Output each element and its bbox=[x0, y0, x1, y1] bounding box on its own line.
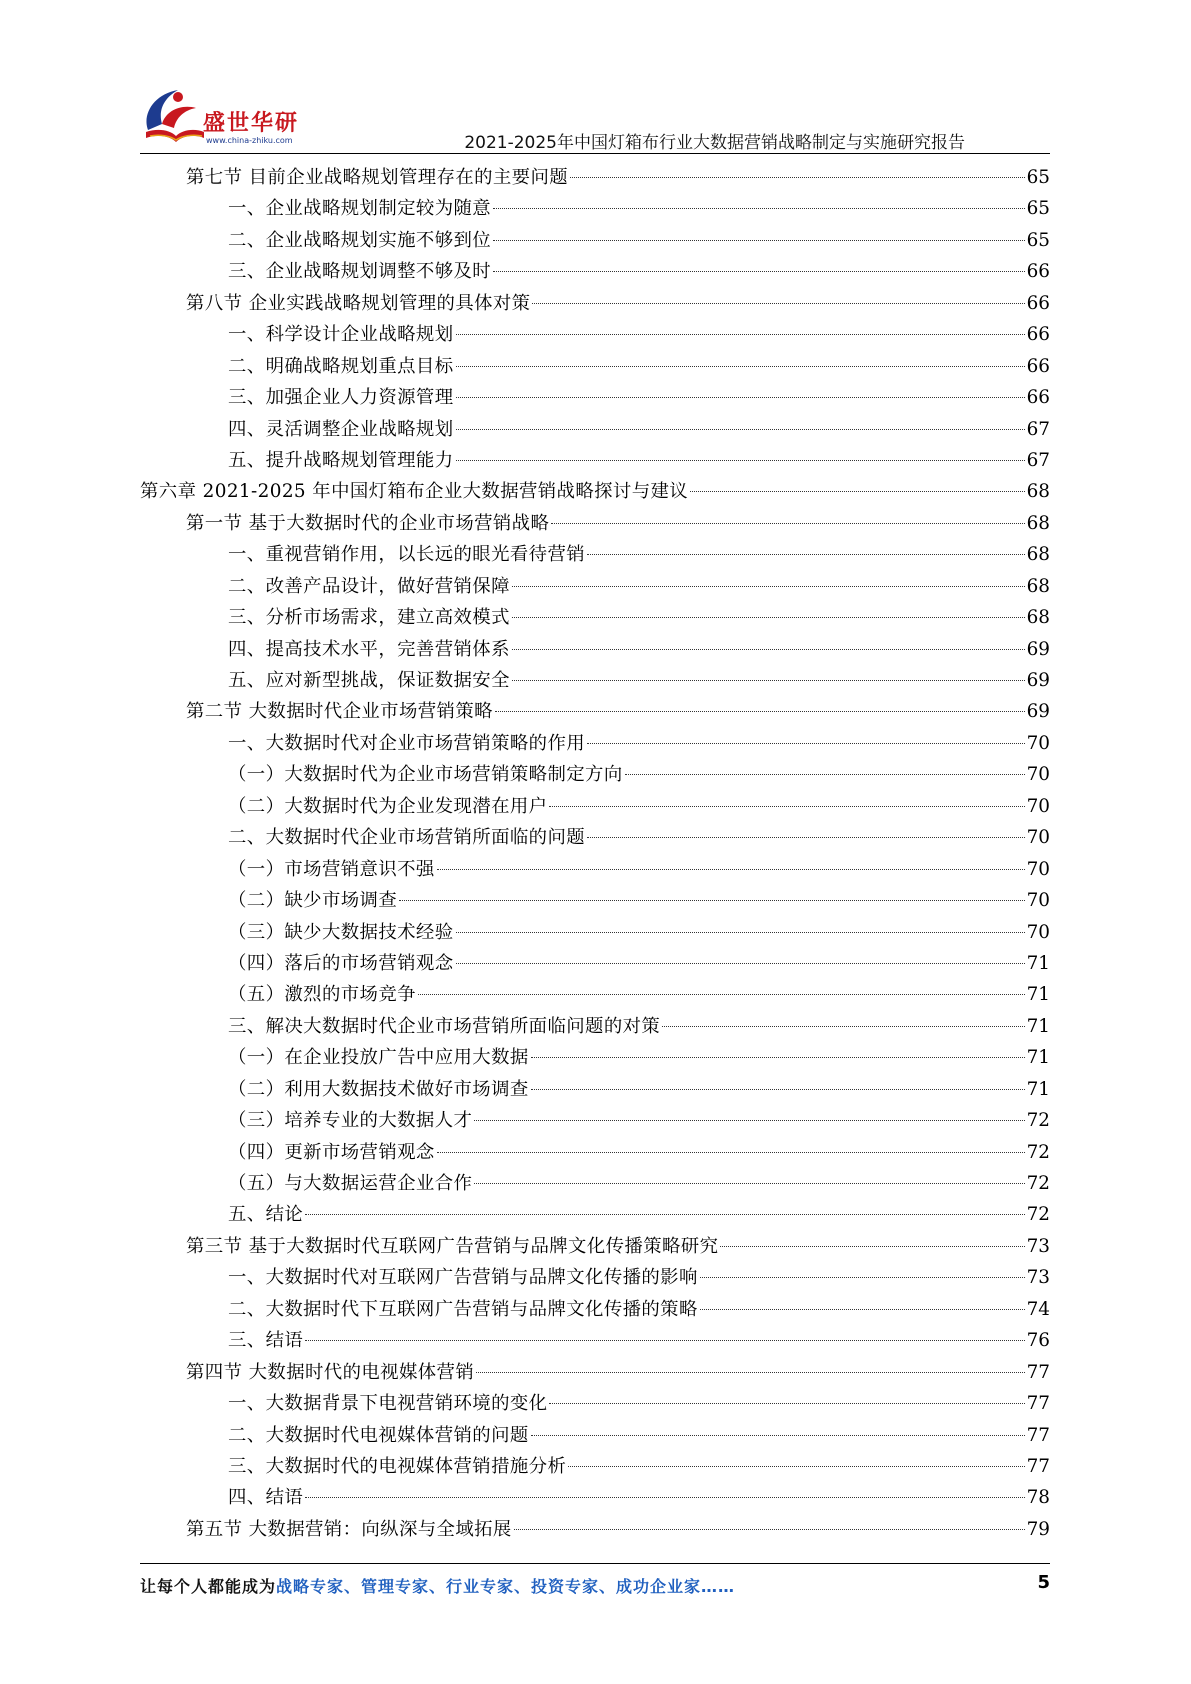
toc-entry[interactable] bbox=[140, 1262, 1050, 1293]
toc-entry[interactable] bbox=[140, 1074, 1050, 1105]
toc-entry[interactable] bbox=[140, 382, 1050, 413]
toc-entry[interactable] bbox=[140, 696, 1050, 727]
toc-dot-leader bbox=[625, 774, 1025, 775]
toc-dot-leader bbox=[456, 963, 1025, 964]
toc-dot-leader bbox=[662, 1026, 1024, 1027]
table-of-contents bbox=[140, 162, 1050, 1545]
toc-entry[interactable] bbox=[140, 791, 1050, 822]
toc-entry-title: 四、结语 bbox=[228, 1487, 304, 1509]
toc-dot-leader bbox=[512, 649, 1025, 650]
toc-entry-page: 68 bbox=[1026, 575, 1050, 597]
toc-entry-page: 76 bbox=[1026, 1330, 1050, 1352]
toc-dot-leader bbox=[514, 1529, 1025, 1530]
toc-dot-leader bbox=[549, 1403, 1024, 1404]
toc-dot-leader bbox=[587, 837, 1025, 838]
toc-entry[interactable] bbox=[140, 288, 1050, 319]
logo-name: 盛世华研 bbox=[203, 111, 300, 136]
toc-entry[interactable] bbox=[140, 445, 1050, 476]
toc-entry[interactable] bbox=[140, 225, 1050, 256]
toc-entry[interactable] bbox=[140, 1420, 1050, 1451]
toc-entry-title: 第七节 目前企业战略规划管理存在的主要问题 bbox=[186, 167, 569, 188]
toc-dot-leader bbox=[570, 177, 1025, 178]
toc-entry-title: 四、提高技术水平，完善营销体系 bbox=[228, 638, 510, 660]
toc-entry-page: 79 bbox=[1026, 1518, 1050, 1540]
toc-entry-page: 70 bbox=[1026, 795, 1050, 817]
toc-entry-page: 74 bbox=[1026, 1298, 1050, 1320]
toc-entry-page: 68 bbox=[1026, 607, 1050, 629]
toc-entry-title: 第六章 2021-2025 年中国灯箱布企业大数据营销战略探讨与建议 bbox=[140, 481, 689, 503]
toc-dot-leader bbox=[493, 208, 1025, 209]
toc-entry-title: 一、重视营销作用，以长远的眼光看待营销 bbox=[228, 544, 586, 566]
toc-entry-title: （一）大数据时代为企业市场营销策略制定方向 bbox=[228, 764, 623, 786]
toc-entry-page: 71 bbox=[1026, 952, 1050, 974]
toc-entry-title: （一）在企业投放广告中应用大数据 bbox=[228, 1047, 529, 1069]
toc-entry-title: 二、明确战略规划重点目标 bbox=[228, 355, 454, 377]
toc-entry-title: 五、结论 bbox=[228, 1204, 304, 1226]
toc-entry-page: 70 bbox=[1026, 890, 1050, 912]
toc-entry-title: 三、企业战略规划调整不够及时 bbox=[228, 261, 492, 283]
toc-entry[interactable] bbox=[140, 917, 1050, 948]
toc-entry-title: （二）利用大数据技术做好市场调查 bbox=[228, 1078, 529, 1100]
toc-entry-title: （四）更新市场营销观念 bbox=[228, 1141, 435, 1163]
toc-dot-leader bbox=[437, 1152, 1025, 1153]
toc-entry-page: 66 bbox=[1026, 355, 1050, 377]
toc-entry-page: 65 bbox=[1026, 198, 1050, 220]
toc-entry-page: 68 bbox=[1026, 481, 1050, 503]
toc-entry-page: 70 bbox=[1026, 764, 1050, 786]
toc-entry-page: 78 bbox=[1026, 1487, 1050, 1509]
toc-entry-page: 72 bbox=[1026, 1204, 1050, 1226]
toc-entry-title: 第三节 基于大数据时代互联网广告营销与品牌文化传播策略研究 bbox=[186, 1235, 719, 1257]
toc-entry-title: 二、大数据时代下互联网广告营销与品牌文化传播的策略 bbox=[228, 1298, 698, 1320]
toc-entry-title: 三、加强企业人力资源管理 bbox=[228, 387, 454, 409]
toc-dot-leader bbox=[493, 240, 1025, 241]
toc-entry-page: 65 bbox=[1026, 229, 1050, 251]
page-footer bbox=[140, 1570, 1050, 1600]
toc-dot-leader bbox=[495, 711, 1025, 712]
toc-dot-leader bbox=[549, 806, 1024, 807]
toc-dot-leader bbox=[476, 1372, 1024, 1373]
toc-entry[interactable] bbox=[140, 1451, 1050, 1482]
toc-dot-leader bbox=[456, 460, 1025, 461]
page-header bbox=[0, 0, 1191, 160]
toc-dot-leader bbox=[532, 303, 1024, 304]
report-title: 2021-2025年中国灯箱布行业大数据营销战略制定与实施研究报告 bbox=[464, 133, 965, 153]
toc-entry-page: 69 bbox=[1026, 701, 1050, 723]
toc-dot-leader bbox=[512, 586, 1025, 587]
toc-entry-page: 70 bbox=[1026, 858, 1050, 880]
toc-entry[interactable] bbox=[140, 1199, 1050, 1230]
toc-dot-leader bbox=[456, 429, 1025, 430]
toc-entry-title: 三、大数据时代的电视媒体营销措施分析 bbox=[228, 1455, 567, 1477]
toc-entry-page: 68 bbox=[1026, 512, 1050, 534]
toc-entry-page: 77 bbox=[1026, 1361, 1050, 1383]
toc-entry[interactable] bbox=[140, 1137, 1050, 1168]
toc-entry-title: （一）市场营销意识不强 bbox=[228, 858, 435, 880]
toc-entry[interactable] bbox=[140, 1294, 1050, 1325]
toc-entry-page: 73 bbox=[1026, 1267, 1050, 1289]
toc-dot-leader bbox=[568, 1466, 1024, 1467]
toc-dot-leader bbox=[720, 1246, 1024, 1247]
toc-dot-leader bbox=[305, 1214, 1024, 1215]
toc-dot-leader bbox=[474, 1120, 1024, 1121]
toc-dot-leader bbox=[437, 869, 1025, 870]
toc-entry[interactable] bbox=[140, 508, 1050, 539]
page-number: 5 bbox=[1037, 1572, 1050, 1593]
toc-entry-title: 二、大数据时代电视媒体营销的问题 bbox=[228, 1424, 529, 1446]
toc-entry-page: 66 bbox=[1026, 324, 1050, 346]
toc-entry[interactable] bbox=[140, 948, 1050, 979]
toc-entry[interactable] bbox=[140, 256, 1050, 287]
toc-entry[interactable] bbox=[140, 1231, 1050, 1262]
toc-dot-leader bbox=[305, 1340, 1024, 1341]
toc-dot-leader bbox=[399, 900, 1024, 901]
logo-emblem-icon bbox=[140, 84, 208, 146]
toc-entry-title: 五、提升战略规划管理能力 bbox=[228, 449, 454, 471]
toc-dot-leader bbox=[305, 1497, 1024, 1498]
toc-entry[interactable] bbox=[140, 571, 1050, 602]
toc-dot-leader bbox=[531, 1435, 1025, 1436]
toc-entry-title: 第四节 大数据时代的电视媒体营销 bbox=[186, 1361, 475, 1383]
toc-entry[interactable] bbox=[140, 728, 1050, 759]
toc-dot-leader bbox=[456, 334, 1025, 335]
toc-dot-leader bbox=[690, 491, 1024, 492]
toc-entry-title: （五）激烈的市场竞争 bbox=[228, 984, 416, 1006]
toc-entry-title: （三）培养专业的大数据人才 bbox=[228, 1110, 473, 1132]
toc-entry-page: 66 bbox=[1026, 387, 1050, 409]
toc-entry[interactable] bbox=[140, 476, 1050, 507]
toc-entry-page: 69 bbox=[1026, 670, 1050, 691]
toc-entry[interactable] bbox=[140, 1042, 1050, 1073]
toc-dot-leader bbox=[512, 680, 1025, 681]
toc-entry-page: 72 bbox=[1026, 1173, 1050, 1194]
toc-entry-page: 72 bbox=[1026, 1110, 1050, 1132]
toc-entry-page: 67 bbox=[1026, 449, 1050, 471]
toc-entry-page: 65 bbox=[1026, 167, 1050, 188]
toc-entry[interactable] bbox=[140, 822, 1050, 853]
toc-entry-title: 三、分析市场需求，建立高效模式 bbox=[228, 607, 510, 629]
toc-dot-leader bbox=[700, 1277, 1025, 1278]
toc-entry-title: 四、灵活调整企业战略规划 bbox=[228, 418, 454, 440]
toc-entry-page: 71 bbox=[1026, 1078, 1050, 1100]
toc-entry-title: 三、解决大数据时代企业市场营销所面临问题的对策 bbox=[228, 1015, 661, 1037]
toc-entry[interactable] bbox=[140, 854, 1050, 885]
toc-entry-title: （三）缺少大数据技术经验 bbox=[228, 921, 454, 943]
toc-dot-leader bbox=[531, 1089, 1025, 1090]
toc-entry-page: 70 bbox=[1026, 921, 1050, 943]
toc-entry-title: 一、企业战略规划制定较为随意 bbox=[228, 198, 492, 220]
toc-entry-page: 77 bbox=[1026, 1393, 1050, 1415]
toc-entry[interactable] bbox=[140, 1514, 1050, 1545]
toc-dot-leader bbox=[700, 1309, 1025, 1310]
slogan-prefix: 让每个人都能成为 bbox=[140, 1577, 277, 1596]
toc-entry-page: 66 bbox=[1026, 261, 1050, 283]
toc-entry[interactable] bbox=[140, 1168, 1050, 1199]
toc-entry[interactable] bbox=[140, 979, 1050, 1010]
footer-divider bbox=[140, 1563, 1050, 1564]
toc-entry-title: 三、结语 bbox=[228, 1330, 304, 1352]
toc-entry-title: （二）大数据时代为企业发现潜在用户 bbox=[228, 795, 548, 817]
toc-entry-title: 二、改善产品设计，做好营销保障 bbox=[228, 575, 510, 597]
toc-entry-page: 67 bbox=[1026, 418, 1050, 440]
toc-dot-leader bbox=[587, 554, 1025, 555]
toc-entry-title: 二、大数据时代企业市场营销所面临的问题 bbox=[228, 827, 586, 849]
toc-entry[interactable] bbox=[140, 1325, 1050, 1356]
slogan-roles: 战略专家、管理专家、行业专家、投资专家、成功企业家…… bbox=[276, 1577, 736, 1596]
toc-entry-title: 第二节 大数据时代企业市场营销策略 bbox=[186, 701, 493, 723]
toc-entry[interactable] bbox=[140, 1011, 1050, 1042]
toc-entry-page: 70 bbox=[1026, 827, 1050, 849]
toc-dot-leader bbox=[418, 994, 1025, 995]
toc-entry[interactable] bbox=[140, 1105, 1050, 1136]
toc-entry-title: 一、大数据背景下电视营销环境的变化 bbox=[228, 1393, 548, 1415]
toc-entry[interactable] bbox=[140, 885, 1050, 916]
toc-entry-page: 72 bbox=[1026, 1141, 1050, 1163]
toc-entry[interactable] bbox=[140, 193, 1050, 224]
toc-entry-title: 一、大数据时代对互联网广告营销与品牌文化传播的影响 bbox=[228, 1267, 698, 1289]
toc-dot-leader bbox=[551, 523, 1024, 524]
toc-entry-page: 71 bbox=[1026, 1015, 1050, 1037]
toc-entry[interactable] bbox=[140, 319, 1050, 350]
header-divider bbox=[140, 153, 1050, 154]
toc-entry-title: 一、大数据时代对企业市场营销策略的作用 bbox=[228, 732, 586, 754]
toc-entry-title: 第一节 基于大数据时代的企业市场营销战略 bbox=[186, 512, 550, 534]
toc-entry-page: 69 bbox=[1026, 638, 1050, 660]
toc-entry[interactable] bbox=[140, 759, 1050, 790]
toc-entry[interactable] bbox=[140, 1388, 1050, 1419]
toc-entry-page: 71 bbox=[1026, 984, 1050, 1006]
toc-entry-title: 五、应对新型挑战，保证数据安全 bbox=[228, 670, 510, 691]
toc-entry[interactable] bbox=[140, 602, 1050, 633]
toc-dot-leader bbox=[474, 1183, 1024, 1184]
toc-dot-leader bbox=[531, 1057, 1025, 1058]
toc-entry-title: 二、企业战略规划实施不够到位 bbox=[228, 229, 492, 251]
toc-entry-title: （五）与大数据运营企业合作 bbox=[228, 1173, 473, 1194]
toc-entry[interactable] bbox=[140, 351, 1050, 382]
toc-entry-page: 70 bbox=[1026, 732, 1050, 754]
toc-entry-title: 一、科学设计企业战略规划 bbox=[228, 324, 454, 346]
toc-entry[interactable] bbox=[140, 539, 1050, 570]
toc-entry-page: 68 bbox=[1026, 544, 1050, 566]
toc-entry-page: 66 bbox=[1026, 292, 1050, 314]
toc-entry[interactable] bbox=[140, 1357, 1050, 1388]
company-logo bbox=[140, 84, 320, 148]
toc-dot-leader bbox=[456, 932, 1025, 933]
toc-dot-leader bbox=[456, 366, 1025, 367]
toc-entry-page: 73 bbox=[1026, 1235, 1050, 1257]
toc-entry[interactable] bbox=[140, 634, 1050, 665]
toc-dot-leader bbox=[512, 617, 1025, 618]
toc-dot-leader bbox=[456, 397, 1025, 398]
toc-entry-page: 77 bbox=[1026, 1424, 1050, 1446]
logo-url: www.china-zhiku.com bbox=[206, 136, 293, 145]
toc-entry[interactable] bbox=[140, 162, 1050, 193]
toc-entry-title: 第五节 大数据营销：向纵深与全域拓展 bbox=[186, 1518, 512, 1540]
toc-entry-title: （二）缺少市场调查 bbox=[228, 890, 398, 912]
toc-entry[interactable] bbox=[140, 665, 1050, 696]
toc-entry-page: 77 bbox=[1026, 1455, 1050, 1477]
toc-entry[interactable] bbox=[140, 1482, 1050, 1513]
footer-slogan bbox=[140, 1574, 735, 1597]
toc-entry-title: 第八节 企业实践战略规划管理的具体对策 bbox=[186, 292, 531, 314]
toc-entry-title: （四）落后的市场营销观念 bbox=[228, 952, 454, 974]
toc-dot-leader bbox=[587, 743, 1025, 744]
toc-entry-page: 71 bbox=[1026, 1047, 1050, 1069]
toc-dot-leader bbox=[493, 271, 1025, 272]
toc-entry[interactable] bbox=[140, 414, 1050, 445]
